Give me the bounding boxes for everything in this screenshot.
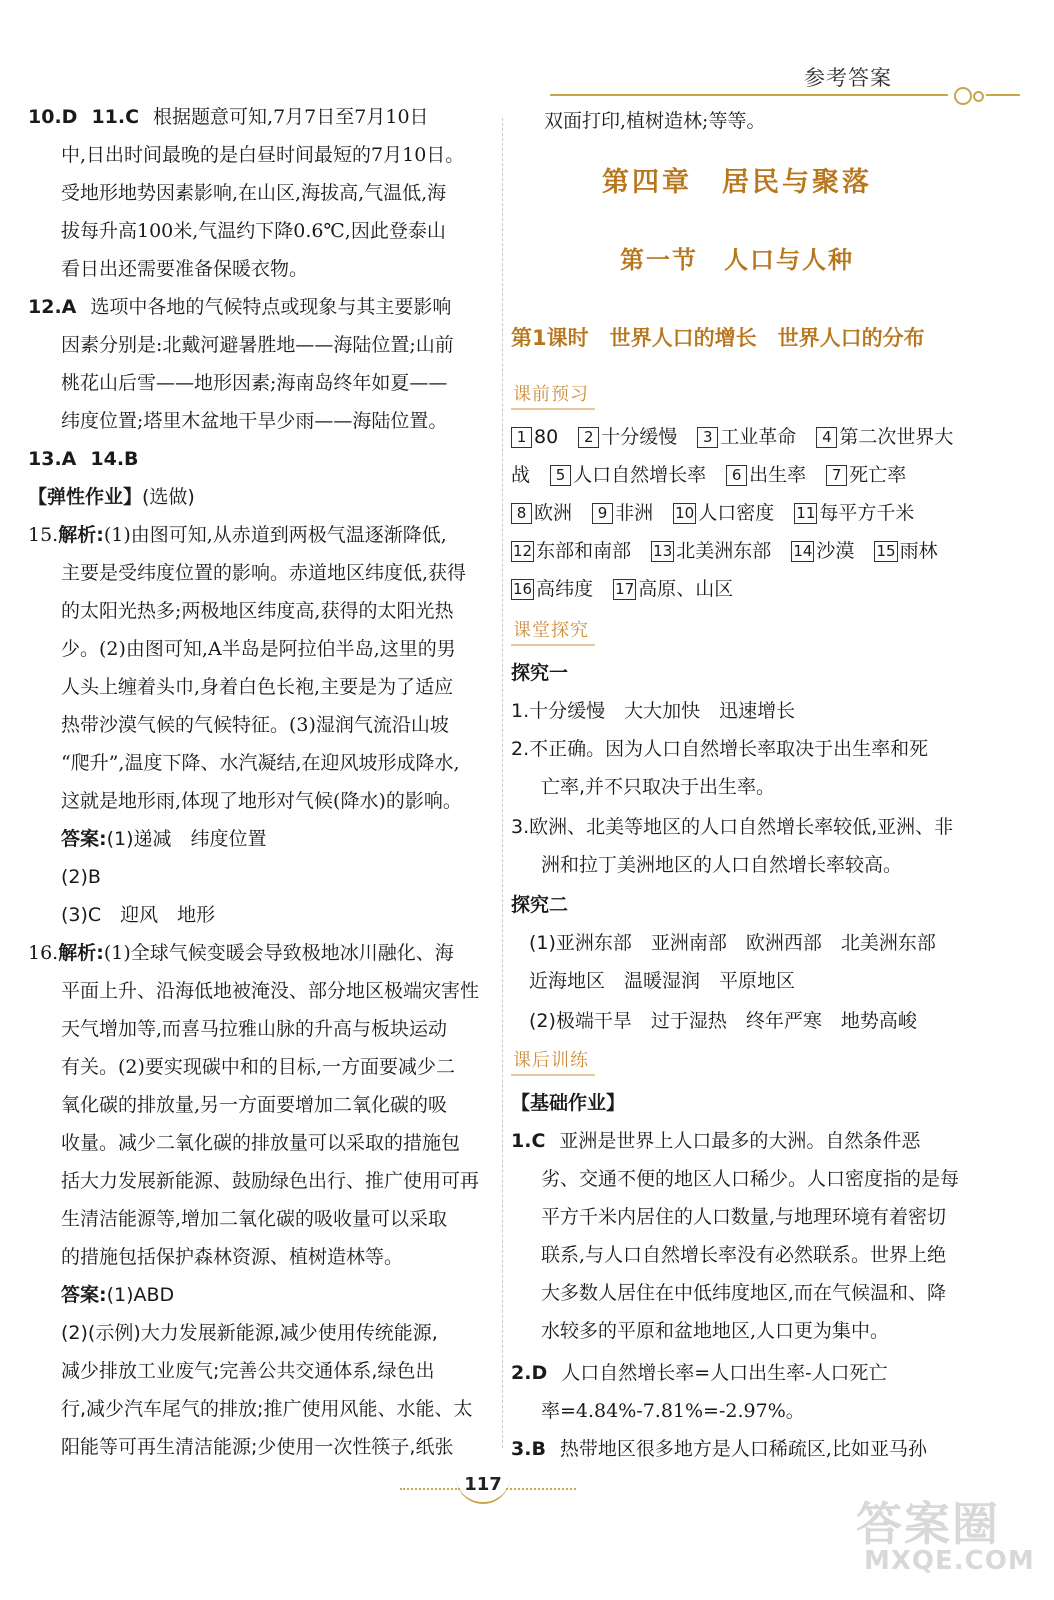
footer-dots-right: [506, 1488, 576, 1490]
q10-11-line-4: 拔每升高100米,气温约下降0.6℃,因此登泰山: [61, 220, 446, 242]
q16-answer-2: (2)(示例)大力发展新能源,减少使用传统能源,: [61, 1322, 438, 1344]
q12-line-2: 因素分别是:北戴河避暑胜地——海陆位置;山前: [61, 334, 454, 356]
r-q1-line-2: 劣、交通不便的地区人口稀少。人口密度指的是每: [541, 1168, 960, 1190]
q16-line-9: 的措施包括保护森林资源、植树造林等。: [61, 1246, 404, 1268]
r-q1-line-5: 大多数人居住在中低纬度地区,而在气候温和、降: [541, 1282, 947, 1304]
lesson-title: 第1课时 世界人口的增长 世界人口的分布: [511, 326, 925, 350]
q16-line-6: 收量。减少二氧化碳的排放量可以采取的措施包: [61, 1132, 461, 1154]
q13-14-line: 13.A 14.B: [28, 448, 139, 470]
header-rule-tail: [986, 94, 1020, 96]
q16-answer-4: 行,减少汽车尾气的排放;推广使用风能、水能、太: [61, 1398, 473, 1420]
r-q2-line-1: 2.D 人口自然增长率=人口出生率-人口死亡: [511, 1362, 888, 1384]
q15-line-2: 主要是受纬度位置的影响。赤道地区纬度低,获得: [61, 562, 467, 584]
q15-line-4: 少。(2)由图可知,A半岛是阿拉伯半岛,这里的男: [61, 638, 456, 660]
q15-line-5: 人头上缠着头巾,身着白色长袍,主要是为了适应: [61, 676, 454, 698]
q16-line-5: 氧化碳的排放量,另一方面要增加二氧化碳的吸: [61, 1094, 448, 1116]
q12-line-1: 12.A 选项中各地的气候特点或现象与其主要影响: [28, 296, 452, 318]
watermark-logo-text: 答案圈: [856, 1497, 1000, 1551]
continued-text: 双面打印,植树造林;等等。: [544, 110, 766, 132]
r-q1-line-1: 1.C 亚洲是世界上人口最多的大洲。自然条件恶: [511, 1130, 921, 1152]
q10-11-line-2: 中,日出时间最晚的是白昼时间最短的7月10日。: [61, 144, 465, 166]
q15-answer-1: 答案:(1)递减 纬度位置: [61, 828, 267, 850]
q10-11-line-5: 看日出还需要准备保暖衣物。: [61, 258, 309, 280]
q10-11-line-3: 受地形地势因素影响,在山区,海拔高,气温低,海: [61, 182, 447, 204]
r-q1-line-4: 联系,与人口自然增长率没有必然联系。世界上绝: [541, 1244, 947, 1266]
r-q2-line-2: 率=4.84%-7.81%=-2.97%。: [541, 1400, 805, 1422]
explore-1-line-4: 3.欧洲、北美等地区的人口自然增长率较低,亚洲、非: [511, 816, 954, 838]
explore-2-line-1: (1)亚洲东部 亚洲南部 欧洲西部 北美洲东部: [529, 932, 936, 954]
preview-row-2: 战 5 人口自然增长率 6 出生率 7 死亡率: [511, 464, 907, 486]
page-number: 117: [464, 1474, 502, 1495]
explore-1-line-5: 洲和拉丁美洲地区的人口自然增长率较高。: [541, 854, 903, 876]
explore-2-line-2: 近海地区 温暖湿润 平原地区: [529, 970, 796, 992]
explore-2-line-3: (2)极端干旱 过于湿热 终年严寒 地势高峻: [529, 1010, 917, 1032]
q16-line-4: 有关。(2)要实现碳中和的目标,一方面要减少二: [61, 1056, 455, 1078]
explore-1-line-1: 1.十分缓慢 大大加快 迅速增长: [511, 700, 796, 722]
preview-row-3: 8 欧洲 9 非洲 10 人口密度 11 每平方千米: [511, 500, 914, 526]
q10-11-line-1: 10.D 11.C 根据题意可知,7月7日至7月10日: [28, 106, 429, 128]
q16-line-2: 平面上升、沿海低地被淹没、部分地区极端灾害性: [61, 980, 480, 1002]
preview-tag: 课前预习: [511, 380, 595, 410]
r-q1-line-6: 水较多的平原和盆地地区,人口更为集中。: [541, 1320, 890, 1342]
q15-line-6: 热带沙漠气候的气候特征。(3)湿润气流沿山坡: [61, 714, 449, 736]
page-header: [540, 60, 1020, 100]
r-q3-line-1: 3.B 热带地区很多地方是人口稀疏区,比如亚马孙: [511, 1438, 927, 1460]
header-small-ring-icon: [973, 91, 984, 102]
explore-2-heading: 探究二: [511, 894, 569, 916]
preview-row-4: 12 东部和南部 13 北美洲东部 14 沙漠 15 雨林: [513, 540, 938, 562]
header-rule: [550, 94, 948, 96]
q16-answer-3: 减少排放工业废气;完善公共交通体系,绿色出: [61, 1360, 435, 1382]
q16-line-1: 16.解析:(1)全球气候变暖会导致极地冰川融化、海: [28, 942, 454, 964]
preview-row-5: 16 高纬度 17 高原、山区: [513, 578, 734, 600]
q16-line-3: 天气增加等,而喜马拉雅山脉的升高与板块运动: [61, 1018, 448, 1040]
q15-line-7: “爬升”,温度下降、水汽凝结,在迎风坡形成降水,: [61, 752, 460, 774]
q12-line-4: 纬度位置;塔里木盆地干旱少雨——海陆位置。: [61, 410, 448, 432]
explore-1-line-3: 亡率,并不只取决于出生率。: [541, 776, 776, 798]
after-class-tag: 课后训练: [511, 1046, 595, 1076]
footer-dots-left: [400, 1488, 460, 1490]
section-title: 第一节 人口与人种: [620, 246, 854, 274]
explore-1-line-2: 2.不正确。因为人口自然增长率取决于出生率和死: [511, 738, 929, 760]
header-title: 参考答案: [804, 66, 892, 90]
basic-homework-heading: 【基础作业】: [511, 1092, 626, 1114]
q16-answer-5: 阳能等可再生清洁能源;少使用一次性筷子,纸张: [61, 1436, 454, 1458]
chapter-title: 第四章 居民与聚落: [602, 167, 872, 198]
q16-line-8: 生清洁能源等,增加二氧化碳的吸收量可以采取: [61, 1208, 448, 1230]
explore-tag: 课堂探究: [511, 616, 595, 646]
elastic-heading: 【弹性作业】(选做): [28, 486, 195, 508]
explore-1-heading: 探究一: [511, 662, 569, 684]
header-ring-icon: [954, 87, 972, 105]
q15-line-3: 的太阳光热多;两极地区纬度高,获得的太阳光热: [61, 600, 454, 622]
preview-row-1: 1 80 2 十分缓慢 3 工业革命 4 第二次世界大: [511, 424, 953, 450]
q12-line-3: 桃花山后雪——地形因素;海南岛终年如夏——: [61, 372, 448, 394]
q15-answer-2: (2)B: [61, 866, 101, 888]
watermark-url: MXQE.COM: [864, 1546, 1035, 1576]
r-q1-line-3: 平方千米内居住的人口数量,与地理环境有着密切: [541, 1206, 947, 1228]
q16-line-7: 括大力发展新能源、鼓励绿色出行、推广使用可再: [61, 1170, 480, 1192]
page-footer: [400, 1470, 580, 1510]
q16-answer-1: 答案:(1)ABD: [61, 1284, 175, 1306]
q15-line-1: 15.解析:(1)由图可知,从赤道到两极气温逐渐降低,: [28, 524, 447, 546]
column-divider: [502, 118, 503, 1448]
q15-line-8: 这就是地形雨,体现了地形对气候(降水)的影响。: [61, 790, 462, 812]
q15-answer-3: (3)C 迎风 地形: [61, 904, 216, 926]
watermark: [856, 1488, 1036, 1588]
